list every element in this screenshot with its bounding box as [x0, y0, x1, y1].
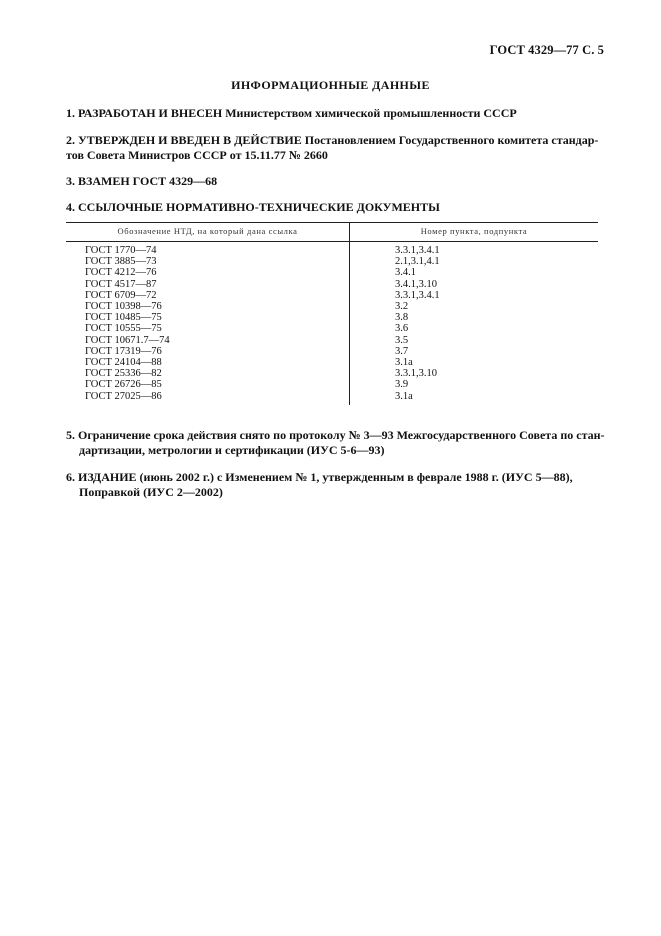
document-title: ИНФОРМАЦИОННЫЕ ДАННЫЕ [231, 78, 430, 92]
item-text-continued: тов Совета Министров СССР от 15.11.77 № 2660 [66, 148, 328, 162]
item-number: 6. [66, 470, 75, 484]
table-row [66, 379, 598, 390]
clause-cell: 3.1а [395, 357, 413, 369]
item-label: ВЗАМЕН ГОСТ 4329—68 [78, 174, 218, 188]
clause-cell: 3.3.1,3.10 [395, 368, 437, 380]
document-cell: ГОСТ 24104—88 [66, 357, 350, 368]
info-item-6 [66, 470, 606, 500]
item-text-continued: дартизации, метрологии и сертификации (ИУС 5-6—93) [79, 443, 385, 457]
document-cell: ГОСТ 10485—75 [66, 312, 350, 323]
document-cell: ГОСТ 25336—82 [66, 368, 350, 379]
table-row [66, 335, 598, 346]
item-text-continued: Поправкой (ИУС 2—2002) [79, 485, 223, 499]
document-cell: ГОСТ 10671.7—74 [66, 335, 350, 346]
table-row [66, 357, 598, 368]
item-number: 1. [66, 106, 75, 120]
item-number: 3. [66, 174, 75, 188]
clause-cell: 3.4.1 [395, 267, 416, 279]
table-row [66, 368, 598, 379]
document-cell: ГОСТ 27025—86 [66, 391, 350, 405]
item-text: (июнь 2002 г.) с Изменением № 1, утвержденным в феврале 1988 г. (ИУС 5—88), [139, 470, 573, 484]
document-cell: ГОСТ 10398—76 [66, 301, 350, 312]
info-item-4 [66, 200, 606, 215]
document-cell: ГОСТ 4212—76 [66, 267, 350, 278]
clause-cell: 3.8 [395, 312, 409, 324]
table-row [66, 323, 598, 334]
info-item-3 [66, 174, 606, 189]
item-text: Ограничение срока действия снято по протоколу № 3—93 Межгосударственного Совета по стан- [78, 428, 605, 442]
document-cell: ГОСТ 10555—75 [66, 323, 350, 334]
clause-cell: 3.1а [395, 390, 413, 402]
document-cell: ГОСТ 6709—72 [66, 290, 350, 301]
info-item-1 [66, 106, 606, 121]
table-row [66, 242, 598, 257]
item-label: УТВЕРЖДЕН И ВВЕДЕН В ДЕЙСТВИЕ [78, 133, 302, 147]
clause-cell: 3.5 [395, 334, 409, 346]
document-cell: ГОСТ 26726—85 [66, 379, 350, 390]
document-cell: ГОСТ 1770—74 [66, 242, 350, 257]
info-item-2 [66, 133, 606, 163]
page-header: ГОСТ 4329—77 С. 5 [489, 43, 604, 57]
table-row [66, 346, 598, 357]
item-text: Постановлением Государственного комитета стандар- [304, 133, 599, 147]
table-row [66, 267, 598, 278]
table-row [66, 391, 598, 405]
clause-cell: 3.9 [395, 379, 409, 391]
clause-cell: 3.6 [395, 323, 409, 335]
table-header-row [66, 223, 598, 242]
clause-cell: 3.7 [395, 345, 409, 357]
table-row [66, 290, 598, 301]
item-text: Министерством химической промышленности СССР [225, 106, 517, 120]
document-cell: ГОСТ 3885—73 [66, 256, 350, 267]
table-row [66, 256, 598, 267]
clause-cell: 3.2 [395, 301, 409, 313]
clause-cell: 2.1,3.1,4.1 [395, 256, 440, 268]
info-item-5 [66, 428, 606, 458]
clause-cell: 3.3.1,3.4.1 [395, 289, 440, 301]
table-row [66, 312, 598, 323]
item-label: РАЗРАБОТАН И ВНЕСЕН [78, 106, 223, 120]
column-header-clause: Номер пункта, подпункта [350, 223, 599, 242]
item-label: ИЗДАНИЕ [78, 470, 137, 484]
item-number: 5. [66, 428, 75, 442]
table-row [66, 301, 598, 312]
reference-documents-table [66, 222, 598, 405]
table-row [66, 279, 598, 290]
clause-cell: 3.3.1,3.4.1 [395, 245, 440, 256]
column-header-document: Обозначение НТД, на который дана ссылка [66, 223, 350, 242]
document-cell: ГОСТ 17319—76 [66, 346, 350, 357]
item-number: 4. [66, 200, 75, 214]
item-label: ССЫЛОЧНЫЕ НОРМАТИВНО-ТЕХНИЧЕСКИЕ ДОКУМЕНТЫ [78, 200, 440, 214]
clause-cell: 3.4.1,3.10 [395, 278, 437, 290]
item-number: 2. [66, 133, 75, 147]
document-cell: ГОСТ 4517—87 [66, 279, 350, 290]
